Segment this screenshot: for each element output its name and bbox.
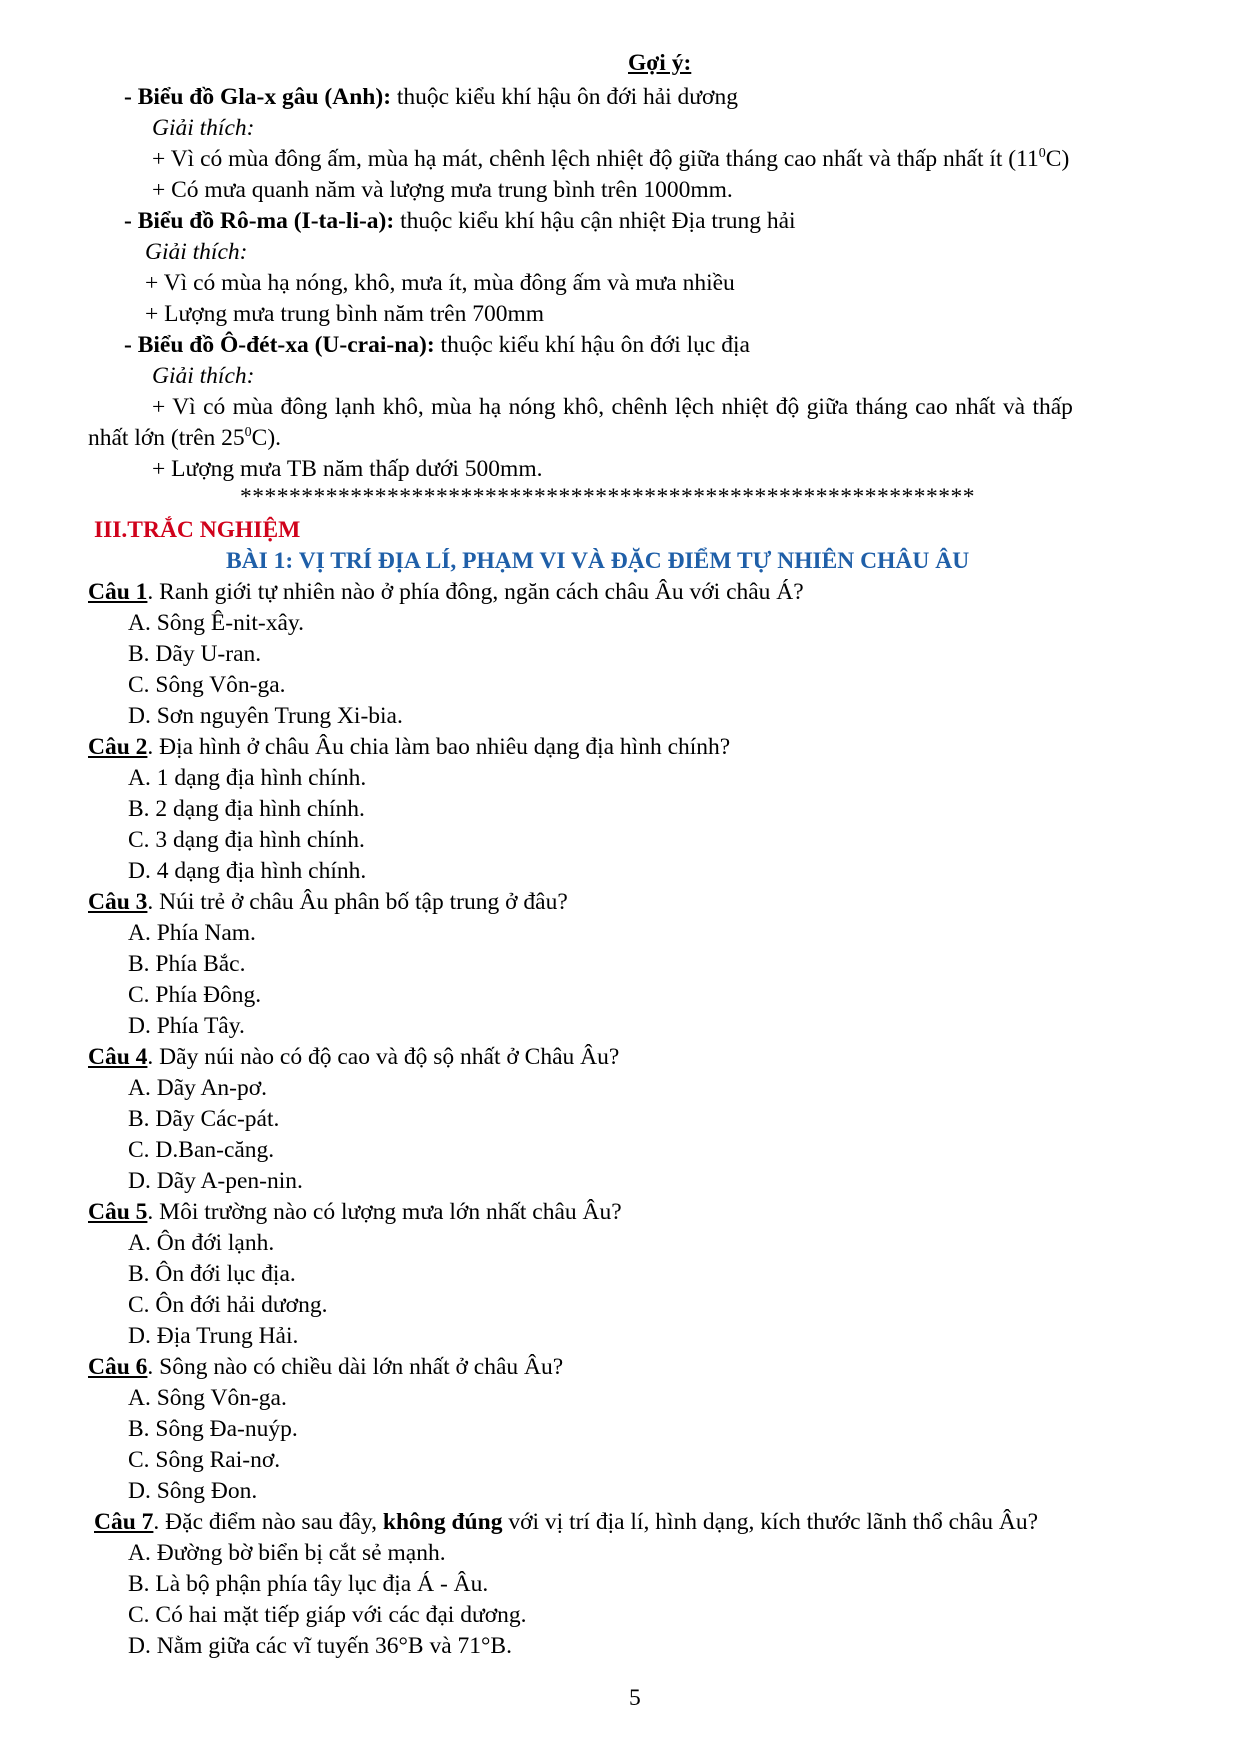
explain-label: Giải thích: (145, 239, 248, 265)
section-heading: III.TRẮC NGHIỆM (94, 517, 301, 543)
answer-option: D. 4 dạng địa hình chính. (128, 858, 367, 884)
answer-option: D. Sơn nguyên Trung Xi-bia. (128, 703, 403, 729)
answer-option: D. Địa Trung Hải. (128, 1323, 299, 1349)
answer-option: C. Sông Vôn-ga. (128, 672, 286, 698)
explain-line (88, 423, 281, 453)
answer-option: B. Dãy U-ran. (128, 641, 262, 667)
question (88, 1197, 622, 1227)
answer-option: A. Đường bờ biển bị cắt sẻ mạnh. (128, 1540, 446, 1566)
answer-option: A. Ôn đới lạnh. (128, 1230, 275, 1256)
answer-option: C. D.Ban-căng. (128, 1137, 275, 1163)
question (88, 1042, 619, 1072)
superscript: 0 (244, 425, 252, 441)
hint-item-roma (124, 206, 796, 236)
hint-text: thuộc kiểu khí hậu ôn đới hải dương (391, 84, 738, 110)
explain-text: + Vì có mùa đông ấm, mùa hạ mát, chênh lệch nhiệt độ giữa tháng cao nhất và thấp nhất ít (11 (152, 146, 1039, 172)
answer-option: A. Sông Vôn-ga. (128, 1385, 287, 1411)
answer-option: B. Là bộ phận phía tây lục địa Á - Âu. (128, 1571, 489, 1597)
question-text: . Đặc điểm nào sau đây, (153, 1509, 383, 1535)
answer-option: C. Phía Đông. (128, 982, 262, 1008)
explain-label: Giải thích: (152, 363, 255, 389)
question-label: Câu 6 (88, 1354, 148, 1380)
answer-option: B. Phía Bắc. (128, 951, 246, 977)
explain-line: + Vì có mùa đông lạnh khô, mùa hạ nóng khô, chênh lệch nhiệt độ giữa tháng cao nhất và thấp (152, 394, 1073, 420)
explain-line: + Có mưa quanh năm và lượng mưa trung bình trên 1000mm. (152, 177, 733, 203)
answer-option: B. Sông Đa-nuýp. (128, 1416, 298, 1442)
question-label: Câu 4 (88, 1044, 148, 1070)
hint-text: thuộc kiểu khí hậu ôn đới lục địa (434, 332, 750, 358)
explain-line: + Lượng mưa trung bình năm trên 700mm (145, 301, 545, 327)
question (88, 887, 568, 917)
hint-text: thuộc kiểu khí hậu cận nhiệt Địa trung hải (394, 208, 796, 234)
question-label: Câu 1 (88, 579, 148, 605)
question-text: . Ranh giới tự nhiên nào ở phía đông, ngăn cách châu Âu với châu Á? (147, 579, 804, 605)
answer-option: A. Sông Ê-nit-xây. (128, 610, 305, 636)
hint-label: - Biểu đồ Rô-ma (I-ta-li-a): (124, 208, 395, 234)
hint-title: Gợi ý: (628, 50, 692, 76)
question-text: . Môi trường nào có lượng mưa lớn nhất châu Âu? (147, 1199, 622, 1225)
question-label: Câu 2 (88, 734, 148, 760)
answer-option: D. Sông Đon. (128, 1478, 258, 1504)
answer-option: C. Sông Rai-nơ. (128, 1447, 281, 1473)
question-text: với vị trí địa lí, hình dạng, kích thước lãnh thổ châu Âu? (502, 1509, 1039, 1535)
question-label: Câu 7 (94, 1509, 154, 1535)
answer-option: D. Phía Tây. (128, 1013, 245, 1039)
explain-line: + Vì có mùa hạ nóng, khô, mưa ít, mùa đông ấm và mưa nhiều (145, 270, 735, 296)
explain-line (152, 144, 1069, 174)
question (94, 1507, 1038, 1537)
explain-line: + Lượng mưa TB năm thấp dưới 500mm. (152, 456, 543, 482)
answer-option: B. Dãy Các-pát. (128, 1106, 280, 1132)
answer-option: D. Nằm giữa các vĩ tuyến 36°B và 71°B. (128, 1633, 512, 1659)
answer-option: A. Dãy An-pơ. (128, 1075, 268, 1101)
hint-item-odessa (124, 330, 750, 360)
answer-option: C. Có hai mặt tiếp giáp với các đại dương. (128, 1602, 527, 1628)
answer-option: D. Dãy A-pen-nin. (128, 1168, 303, 1194)
answer-option: C. Ôn đới hải dương. (128, 1292, 328, 1318)
hint-item-glasgow (124, 82, 738, 112)
explain-label: Giải thích: (152, 115, 255, 141)
answer-option: A. 1 dạng địa hình chính. (128, 765, 367, 791)
question-label: Câu 5 (88, 1199, 148, 1225)
answer-option: A. Phía Nam. (128, 920, 256, 946)
explain-text: C). (251, 425, 282, 451)
question-text: . Địa hình ở châu Âu chia làm bao nhiêu dạng địa hình chính? (147, 734, 731, 760)
lesson-title: BÀI 1: VỊ TRÍ ĐỊA LÍ, PHẠM VI VÀ ĐẶC ĐIỂM TỰ NHIÊN CHÂU ÂU (226, 548, 970, 574)
superscript: 0 (1038, 146, 1046, 162)
question-emphasis: không đúng (382, 1509, 503, 1535)
question-text: . Núi trẻ ở châu Âu phân bố tập trung ở đâu? (147, 889, 568, 915)
page-number: 5 (629, 1685, 641, 1711)
question (88, 577, 804, 607)
question-text: . Sông nào có chiều dài lớn nhất ở châu Âu? (147, 1354, 564, 1380)
hint-label: - Biểu đồ Gla-x gâu (Anh): (124, 84, 392, 110)
question-text: . Dãy núi nào có độ cao và độ sộ nhất ở Châu Âu? (147, 1044, 620, 1070)
answer-option: C. 3 dạng địa hình chính. (128, 827, 365, 853)
answer-option: B. Ôn đới lục địa. (128, 1261, 296, 1287)
separator: ************************************************************ (240, 484, 975, 510)
question-label: Câu 3 (88, 889, 148, 915)
hint-label: - Biểu đồ Ô-đét-xa (U-crai-na): (124, 332, 435, 358)
explain-text: C) (1045, 146, 1070, 172)
answer-option: B. 2 dạng địa hình chính. (128, 796, 365, 822)
question (88, 732, 730, 762)
explain-text: nhất lớn (trên 25 (88, 425, 245, 451)
question (88, 1352, 563, 1382)
